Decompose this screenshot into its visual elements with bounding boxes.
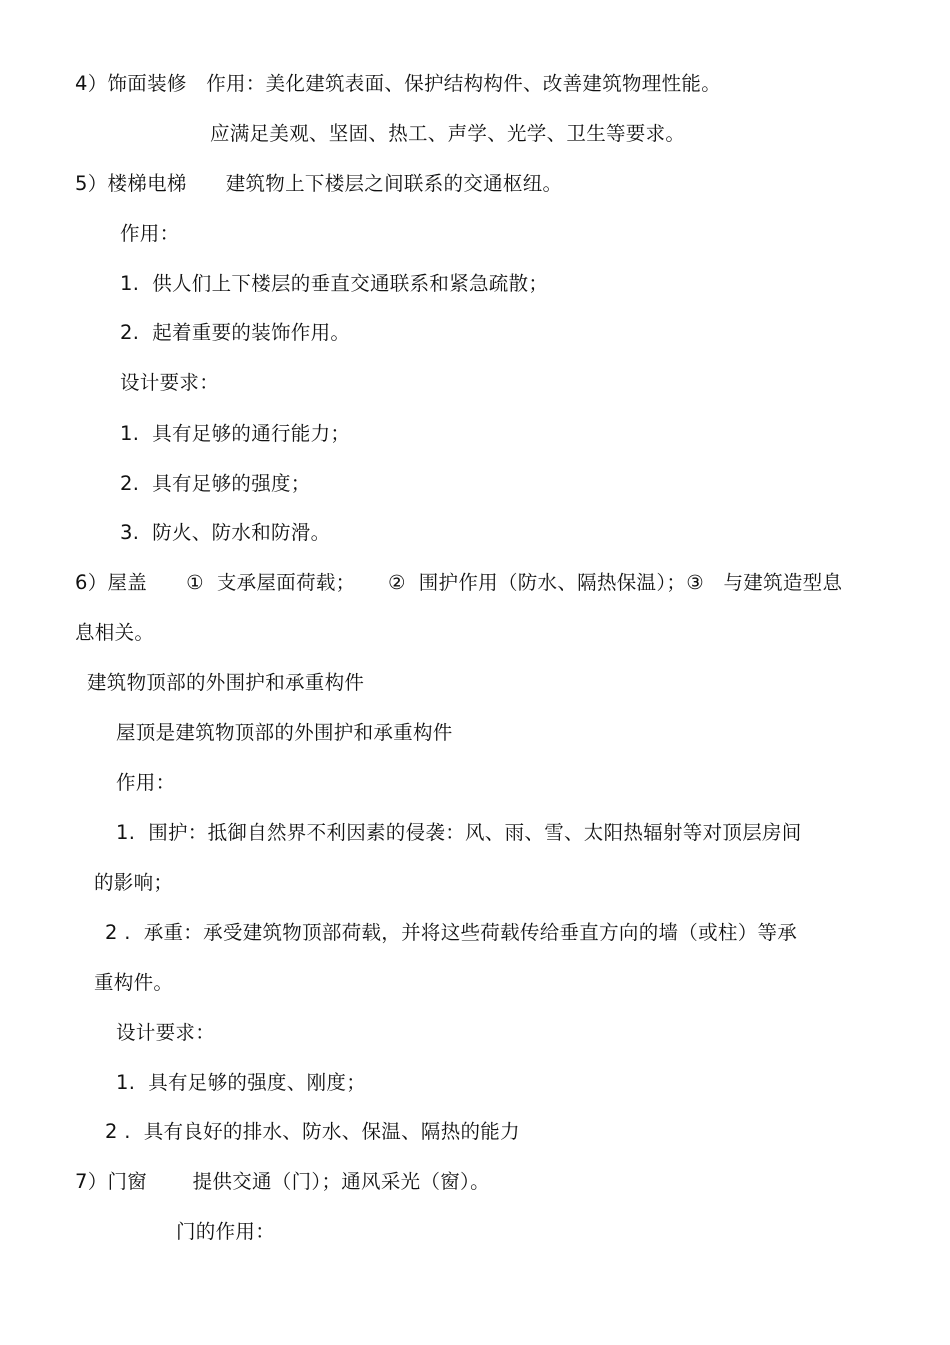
text-line-stairs-function-1: 1. 供人们上下楼层的垂直交通联系和紧急疏散；	[120, 272, 549, 295]
text-line-decoration-requirements: 应满足美观、坚固、热工、声学、光学、卫生等要求。	[210, 122, 686, 145]
text-line-stairs-elevators: 5）楼梯电梯 建筑物上下楼层之间联系的交通枢纽。	[75, 172, 563, 195]
text-line-roof-function-1: 1. 围护：抵御自然界不利因素的侵袭：风、雨、雪、太阳热辐射等对顶层房间	[116, 821, 802, 844]
text-line-stairs-function-2: 2. 起着重要的装饰作用。	[120, 321, 351, 344]
text-line-roof-function-2: 2 . 承重：承受建筑物顶部荷载，并将这些荷载传给垂直方向的墙（或柱）等承	[105, 921, 798, 944]
text-line-roof-function-1-continued: 的影响；	[94, 871, 174, 894]
text-line-roof-design-1: 1. 具有足够的强度、刚度；	[116, 1071, 367, 1094]
text-line-roof-function-heading: 作用：	[116, 771, 176, 794]
text-line-door-function-heading: 门的作用：	[176, 1220, 276, 1243]
text-line-stairs-design-heading: 设计要求：	[120, 371, 220, 394]
text-line-roof-design-2: 2 . 具有良好的排水、防水、保温、隔热的能力	[105, 1120, 520, 1143]
text-line-roof-function-2-continued: 重构件。	[94, 971, 174, 994]
text-line-stairs-design-3: 3. 防火、防水和防滑。	[120, 521, 331, 544]
text-line-roof-design-heading: 设计要求：	[116, 1021, 216, 1044]
text-line-decoration: 4）饰面装修 作用：美化建筑表面、保护结构构件、改善建筑物理性能。	[75, 72, 722, 95]
text-line-stairs-function-heading: 作用：	[120, 222, 180, 245]
text-line-roof: 6）屋盖 ① 支承屋面荷载； ② 围护作用（防水、隔热保温）；③ 与建筑造型息	[75, 571, 843, 594]
text-line-stairs-design-2: 2. 具有足够的强度；	[120, 472, 311, 495]
text-line-roof-statement: 屋顶是建筑物顶部的外围护和承重构件	[116, 721, 453, 744]
text-line-stairs-design-1: 1. 具有足够的通行能力；	[120, 422, 351, 445]
text-line-roof-continued: 息相关。	[75, 621, 155, 644]
text-line-doors-windows: 7）门窗 提供交通（门）；通风采光（窗）。	[75, 1170, 490, 1193]
text-line-roof-definition: 建筑物顶部的外围护和承重构件	[87, 671, 365, 694]
